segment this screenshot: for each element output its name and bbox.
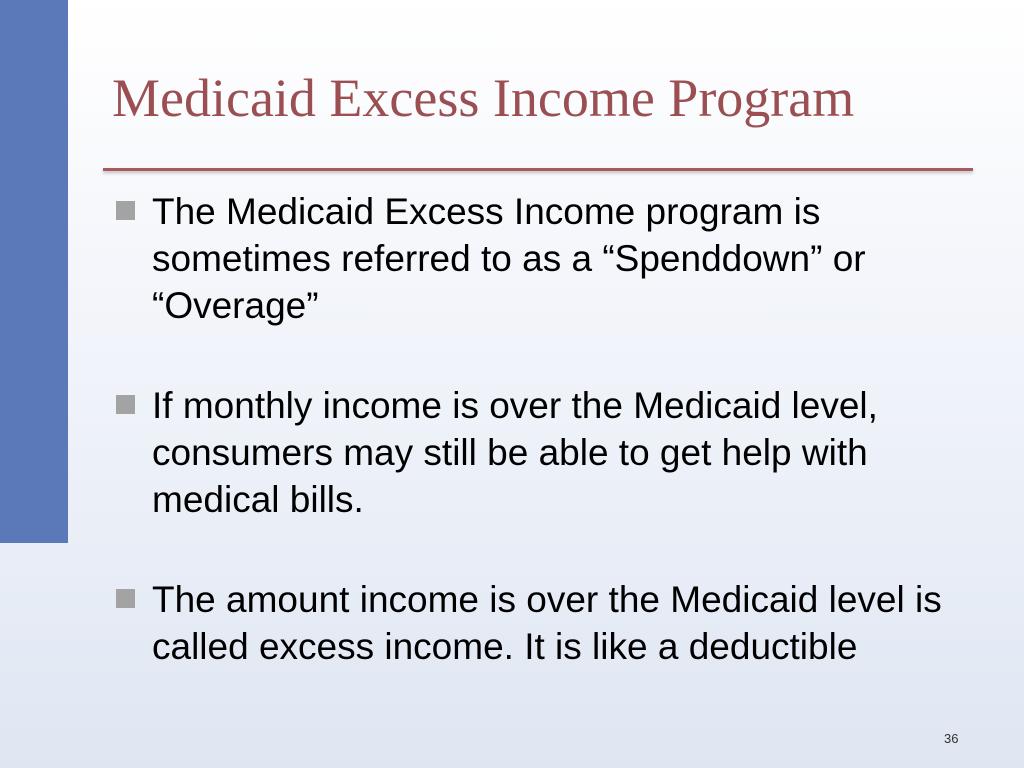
bullet-item bbox=[112, 188, 952, 329]
square-bullet-icon bbox=[116, 201, 135, 220]
bullet-item bbox=[112, 382, 952, 523]
square-bullet-icon bbox=[116, 589, 135, 608]
bullet-list bbox=[112, 188, 952, 723]
bullet-text: The amount income is over the Medicaid level is called excess income. It is like a deductible bbox=[152, 579, 942, 667]
side-accent-bar bbox=[0, 0, 68, 543]
bullet-item bbox=[112, 576, 952, 670]
title-divider bbox=[103, 168, 973, 171]
square-bullet-icon bbox=[116, 395, 135, 414]
page-number: 36 bbox=[944, 731, 959, 746]
bullet-text: The Medicaid Excess Income program is sometimes referred to as a “Spenddown” or “Overage” bbox=[152, 191, 866, 326]
bullet-text: If monthly income is over the Medicaid level, consumers may still be able to get help with medical bills. bbox=[152, 385, 878, 520]
slide-title: Medicaid Excess Income Program bbox=[112, 68, 855, 128]
